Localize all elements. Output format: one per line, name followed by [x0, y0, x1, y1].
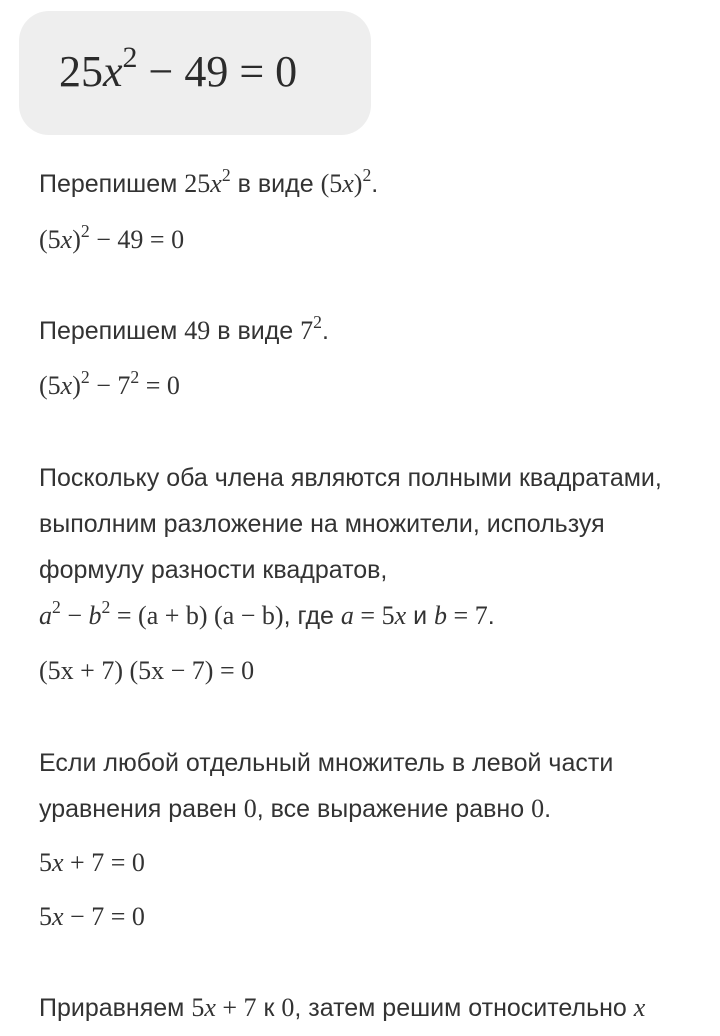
- step3-line2: выполним разложение на множители, используя: [39, 510, 605, 538]
- step3-cond-b: b = 7: [434, 601, 488, 630]
- step3-result: (5x + 7) (5x − 7) = 0: [39, 656, 255, 685]
- step2-result: $(5x)^2 - 7^2 = 0$: [39, 367, 180, 400]
- step4-line1: Если любой отдельный множитель в левой части: [39, 749, 614, 777]
- step1-expr2: $(5x)^2$: [320, 165, 372, 198]
- step3-line3: формулу разности квадратов,: [39, 556, 388, 584]
- step3-cond-a: a = 5x: [340, 601, 407, 630]
- step4-eq2: 5x − 7 = 0: [39, 902, 145, 931]
- step5-text: Приравняем 5x + 7 к 0, затем решим относительно x: [39, 993, 646, 1022]
- step1-expr1: $25x^2$: [184, 165, 231, 198]
- step3-line1: Поскольку оба члена являются полными квадратами,: [39, 464, 662, 492]
- step4-line2: уравнения равен 0, все выражение равно 0.: [39, 794, 552, 823]
- step2-text: Перепишем 49 в виде $7^2$.: [39, 312, 329, 345]
- step1-result: $(5x)^2 - 49 = 0$: [39, 221, 185, 254]
- step5-expr: 5x + 7: [191, 993, 257, 1022]
- step1-text: Перепишем $25x^2$ в виде $(5x)^2$.: [39, 165, 379, 198]
- step3-formula-line: $a^2 - b^2 = (a + b) (a - b)$, где a = 5x и b = 7.: [39, 597, 495, 630]
- step3-formula: $a^2 - b^2 = (a + b) (a - b)$: [39, 597, 284, 630]
- step4-eq1: 5x + 7 = 0: [39, 848, 145, 877]
- problem-box: [19, 11, 371, 135]
- problem-equation: $25x^2 - 49 = 0$: [59, 41, 298, 96]
